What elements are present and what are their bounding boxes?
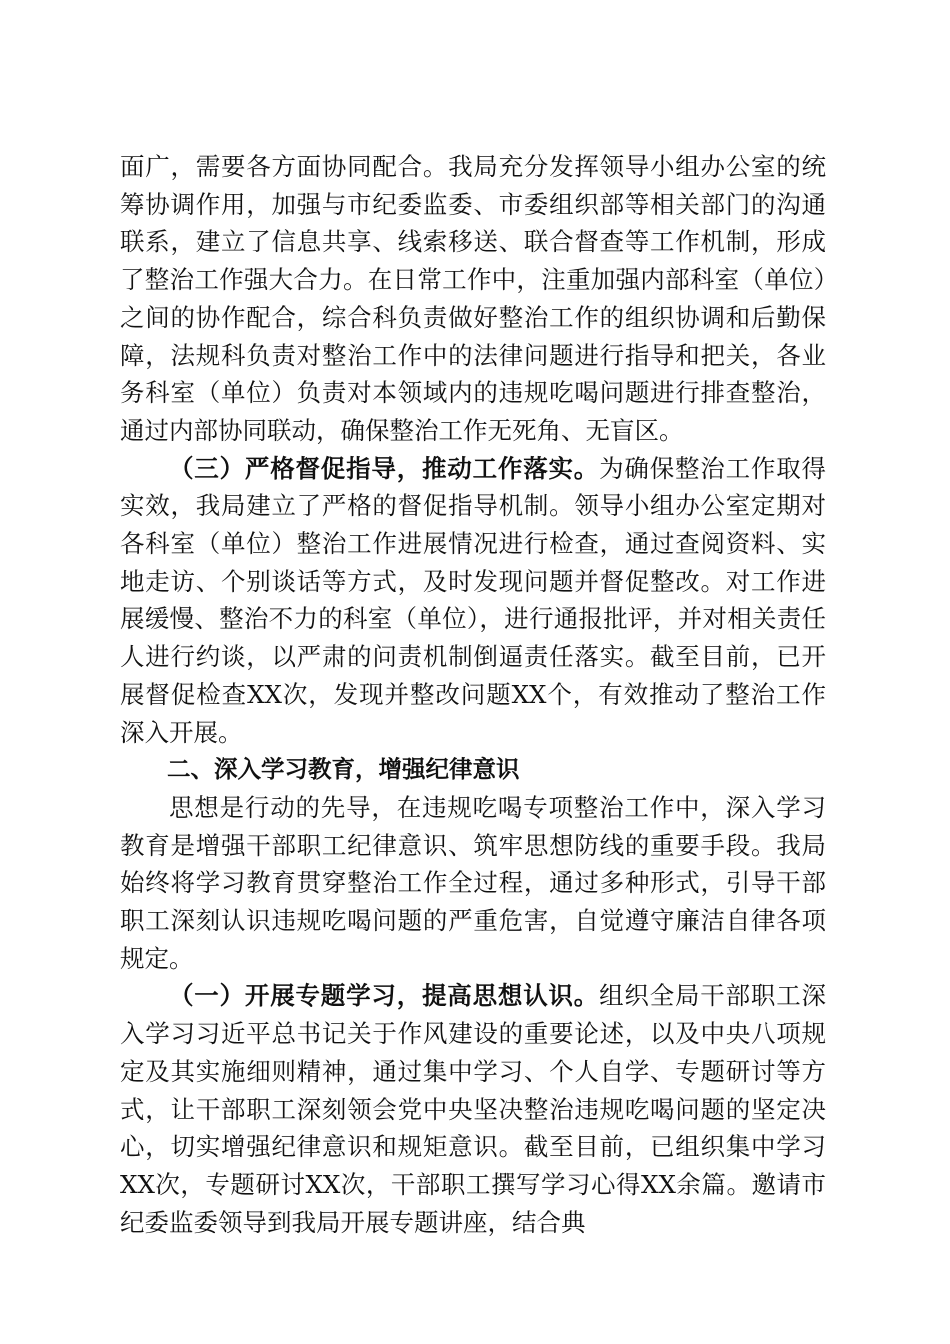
paragraph-intro	[120, 789, 826, 978]
paragraph-text: 思想是行动的先导，在违规吃喝专项整治工作中，深入学习教育是增强干部职工纪律意识、筑牢思想防线的重要手段。我局始终将学习教育贯穿整治工作全过程，通过多种形式，引导干部职工深刻认识违规吃喝问题的严重危害，自觉遵守廉洁自律各项规定。	[120, 792, 826, 973]
paragraph-study	[120, 977, 826, 1241]
paragraph-lead-heading: （一）开展专题学习，提高思想认识。	[169, 981, 600, 1011]
paragraph-text: 组织全局干部职工深入学习习近平总书记关于作风建设的重要论述，以及中央八项规定及其实施细则精神，通过集中学习、个人自学、专题研讨等方式，让干部职工深刻领会党中央坚决整治违规吃喝问题的坚定决心，切实增强纪律意识和规矩意识。截至目前，已组织集中学习XX次，专题研讨XX次，干部职工撰写学习心得XX余篇。邀请市纪委监委领导到我局开展专题讲座，结合典	[120, 981, 827, 1237]
paragraph-text: 为确保整治工作取得实效，我局建立了严格的督促指导机制。领导小组办公室定期对各科室（单位）整治工作进展情况进行检查，通过查阅资料、实地走访、个别谈话等方式，及时发现问题并督促整改。对工作进展缓慢、整治不力的科室（单位），进行通报批评，并对相关责任人进行约谈，以严肃的问责机制倒逼责任落实。截至目前，已开展督促检查XX次，发现并整改问题XX个，有效推动了整治工作深入开展。	[120, 453, 827, 747]
paragraph-text: 面广，需要各方面协同配合。我局充分发挥领导小组办公室的统筹协调作用，加强与市纪委监委、市委组织部等相关部门的沟通联系，建立了信息共享、线索移送、联合督查等工作机制，形成了整治工作强大合力。在日常工作中，注重加强内部科室（单位）之间的协作配合，综合科负责做好整治工作的组织协调和后勤保障，法规科负责对整治工作中的法律问题进行指导和把关，各业务科室（单位）负责对本领域内的违规吃喝问题进行排查整治，通过内部协同联动，确保整治工作无死角、无盲区。	[120, 152, 826, 445]
section-heading: 二、深入学习教育，增强纪律意识	[167, 755, 520, 784]
paragraph-continued	[120, 148, 826, 450]
paragraph-lead-heading: （三）严格督促指导，推动工作落实。	[169, 453, 600, 483]
paragraph-supervision	[120, 450, 826, 752]
document-body	[120, 148, 826, 1241]
